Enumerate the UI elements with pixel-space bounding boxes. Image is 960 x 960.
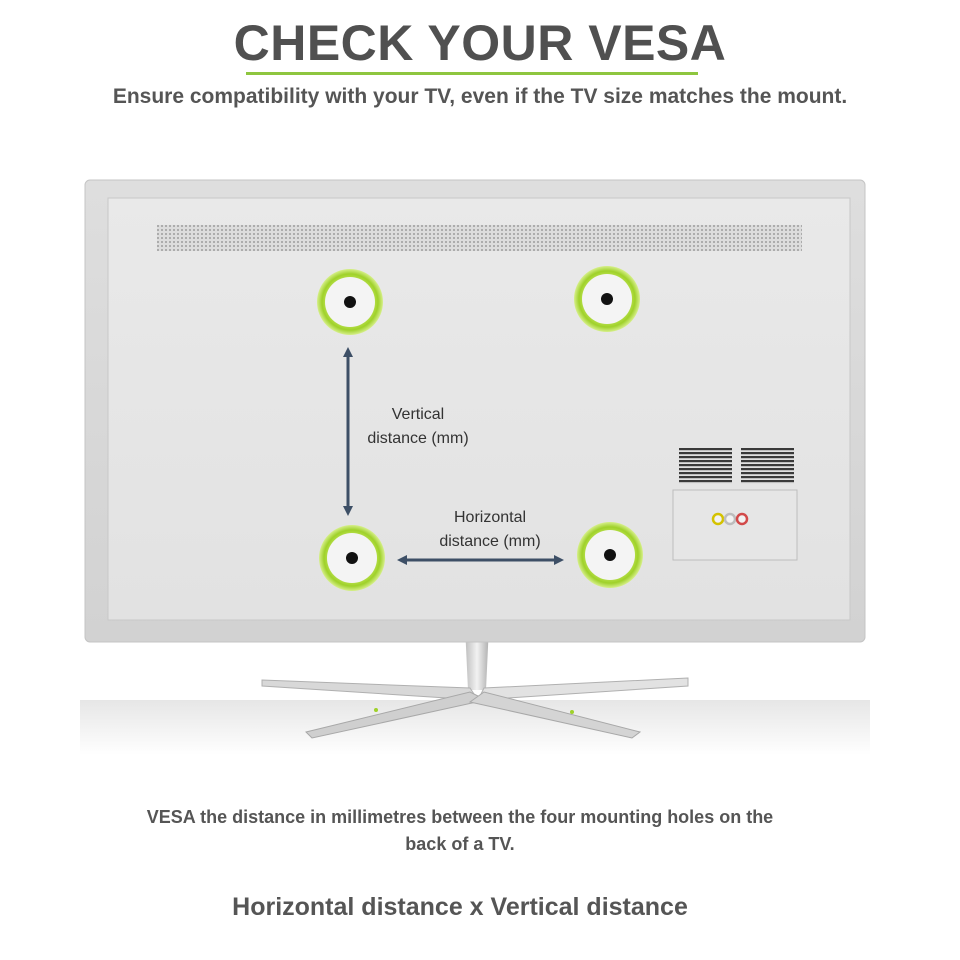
- av-port-panel: [673, 490, 797, 560]
- horizontal-distance-label: [415, 506, 565, 554]
- vertical-distance-label: [343, 403, 493, 451]
- vesa-mount-hole-icon: [319, 525, 385, 591]
- floor-shadow: [80, 700, 870, 755]
- side-vent-left: [679, 448, 732, 484]
- page-title: CHECK YOUR VESA: [233, 15, 727, 71]
- vesa-formula: Horizontal distance x Vertical distance: [232, 893, 688, 921]
- vesa-mount-hole-icon: [574, 266, 640, 332]
- description-line1: VESA the distance in millimetres between the four mounting holes on the: [146, 807, 774, 827]
- horizontal-label-line1: Horizontal: [453, 509, 527, 526]
- page-subtitle: Ensure compatibility with your TV, even if the TV size matches the mount.: [112, 85, 848, 108]
- vertical-label-line2: distance (mm): [367, 430, 469, 447]
- vesa-description: [100, 804, 820, 858]
- horizontal-label-line2: distance (mm): [439, 533, 541, 550]
- description-line2: back of a TV.: [405, 834, 515, 854]
- vesa-mount-hole-icon: [577, 522, 643, 588]
- side-vent-right: [741, 448, 794, 484]
- av-port-icon: [713, 514, 747, 524]
- top-vent-grille: [157, 225, 802, 251]
- vesa-mount-hole-icon: [317, 269, 383, 335]
- vertical-label-line1: Vertical: [391, 406, 445, 423]
